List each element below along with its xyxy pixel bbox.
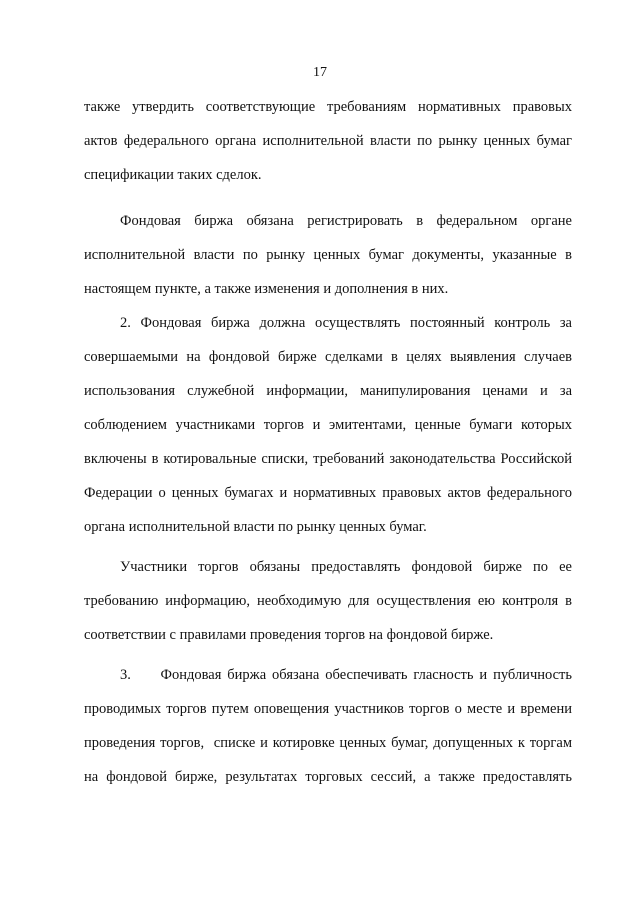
paragraph <box>84 204 572 306</box>
text-line: Федерации о ценных бумагах и нормативных правовых актов федерального <box>84 485 572 501</box>
text-line: проведения торгов, списке и котировке ценных бумаг, допущенных к торгам <box>84 735 572 751</box>
text-line: органа исполнительной власти по рынку ценных бумаг. <box>84 519 427 535</box>
document-body <box>84 90 572 794</box>
text-line: актов федерального органа исполнительной власти по рынку ценных бумаг <box>84 133 572 149</box>
text-line: соблюдением участниками торгов и эмитентами, ценные бумаги которых <box>84 417 572 433</box>
text-line: совершаемыми на фондовой бирже сделками в целях выявления случаев <box>84 349 572 365</box>
page-number: 17 <box>313 65 327 80</box>
paragraph <box>84 90 572 192</box>
text-line: на фондовой бирже, результатах торговых сессий, а также предоставлять <box>84 769 572 785</box>
text-line: спецификации таких сделок. <box>84 167 262 183</box>
paragraph <box>84 658 572 794</box>
text-line: Фондовая биржа обязана регистрировать в федеральном органе <box>120 213 572 229</box>
paragraph <box>84 306 572 544</box>
text-line: требованию информацию, необходимую для осуществления ею контроля в <box>84 593 572 609</box>
text-line: соответствии с правилами проведения торгов на фондовой бирже. <box>84 627 494 643</box>
text-line: исполнительной власти по рынку ценных бумаг документы, указанные в <box>84 247 572 263</box>
text-line: 2. Фондовая биржа должна осуществлять постоянный контроль за <box>120 315 572 331</box>
text-line: Участники торгов обязаны предоставлять фондовой бирже по ее <box>120 559 572 575</box>
text-line: использования служебной информации, манипулирования ценами и за <box>84 383 572 399</box>
text-line: проводимых торгов путем оповещения участников торгов о месте и времени <box>84 701 572 717</box>
text-line: включены в котировальные списки, требований законодательства Российской <box>84 451 572 467</box>
text-line: настоящем пункте, а также изменения и дополнения в них. <box>84 281 449 297</box>
paragraph <box>84 550 572 652</box>
text-line: 3. Фондовая биржа обязана обеспечивать гласность и публичность <box>120 667 572 683</box>
text-line: также утвердить соответствующие требованиям нормативных правовых <box>84 99 572 115</box>
